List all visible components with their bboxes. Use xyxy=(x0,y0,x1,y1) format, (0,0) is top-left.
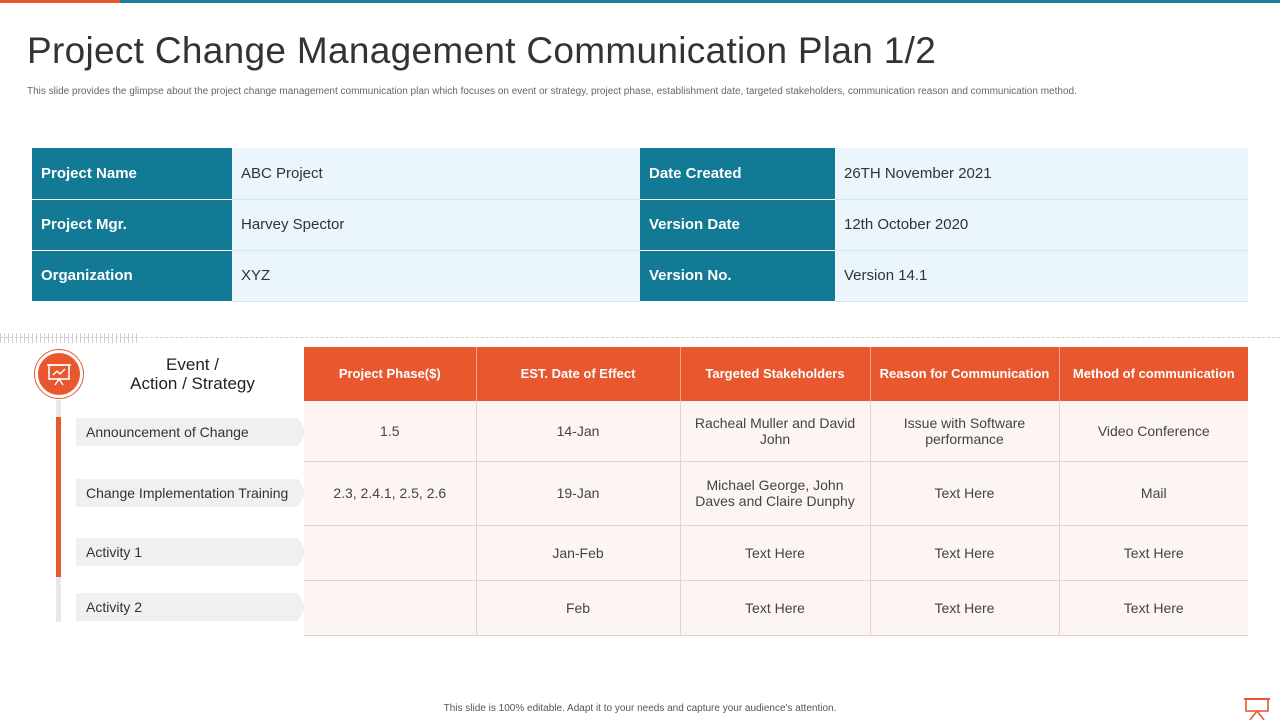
date-created-label: Date Created xyxy=(640,148,835,199)
version-date-label: Version Date xyxy=(640,199,835,250)
date-created-value: 26TH November 2021 xyxy=(835,148,1248,199)
table-cell: Michael George, John Daves and Claire Dunphy xyxy=(680,461,870,525)
page-subtitle: This slide provides the glimpse about the project change management communication plan which focuses on event or strategy, project phase, establishment date, targeted stakeholders, communication reason and communication method. xyxy=(27,86,1077,97)
events-header-line1: Event / xyxy=(166,355,219,374)
page-title: Project Change Management Communication Plan 1/2 xyxy=(27,30,937,71)
easel-icon xyxy=(1242,697,1272,720)
events-header xyxy=(110,355,275,393)
table-cell xyxy=(304,525,476,580)
table-row xyxy=(304,525,1248,580)
table-cell: Mail xyxy=(1059,461,1248,525)
table-cell: 1.5 xyxy=(304,401,476,461)
table-cell: Issue with Software performance xyxy=(870,401,1059,461)
version-no-value: Version 14.1 xyxy=(835,250,1248,301)
table-cell xyxy=(304,580,476,635)
divider-ticks xyxy=(0,333,140,343)
table-cell: Video Conference xyxy=(1059,401,1248,461)
table-cell: Text Here xyxy=(870,461,1059,525)
table-cell: Text Here xyxy=(870,525,1059,580)
table-cell: Feb xyxy=(476,580,680,635)
table-cell: Text Here xyxy=(870,580,1059,635)
project-name-value: ABC Project xyxy=(232,148,640,199)
event-label: Activity 1 xyxy=(76,538,298,566)
table-cell: Jan-Feb xyxy=(476,525,680,580)
communication-plan-table xyxy=(304,347,1248,636)
table-cell: Text Here xyxy=(680,580,870,635)
top-bar-accent xyxy=(0,0,120,3)
event-label: Announcement of Change xyxy=(76,418,298,446)
table-cell: Text Here xyxy=(680,525,870,580)
table-header-row xyxy=(304,347,1248,401)
table-row xyxy=(304,461,1248,525)
project-mgr-value: Harvey Spector xyxy=(232,199,640,250)
table-cell: Text Here xyxy=(1059,580,1248,635)
organization-label: Organization xyxy=(32,250,232,301)
events-header-line2: Action / Strategy xyxy=(130,374,255,393)
info-row xyxy=(32,148,1248,199)
event-label: Activity 2 xyxy=(76,593,298,621)
table-cell: 19-Jan xyxy=(476,461,680,525)
table-cell: Text Here xyxy=(1059,525,1248,580)
project-info-table xyxy=(32,148,1248,302)
table-cell: Racheal Muller and David John xyxy=(680,401,870,461)
timeline-rail-highlight xyxy=(56,417,61,577)
column-header: Project Phase($) xyxy=(304,347,476,401)
info-row xyxy=(32,250,1248,301)
column-header: Method of communication xyxy=(1059,347,1248,401)
footer-note: This slide is 100% editable. Adapt it to your needs and capture your audience's attention. xyxy=(443,703,837,714)
section-divider xyxy=(0,337,1280,338)
version-no-label: Version No. xyxy=(640,250,835,301)
project-mgr-label: Project Mgr. xyxy=(32,199,232,250)
presentation-board-icon xyxy=(35,350,83,398)
table-row xyxy=(304,580,1248,635)
top-bar xyxy=(0,0,1280,3)
column-header: Reason for Communication xyxy=(870,347,1059,401)
table-cell: 14-Jan xyxy=(476,401,680,461)
version-date-value: 12th October 2020 xyxy=(835,199,1248,250)
event-label: Change Implementation Training xyxy=(76,479,298,507)
info-row xyxy=(32,199,1248,250)
table-cell: 2.3, 2.4.1, 2.5, 2.6 xyxy=(304,461,476,525)
column-header: EST. Date of Effect xyxy=(476,347,680,401)
column-header: Targeted Stakeholders xyxy=(680,347,870,401)
project-name-label: Project Name xyxy=(32,148,232,199)
table-row xyxy=(304,401,1248,461)
organization-value: XYZ xyxy=(232,250,640,301)
